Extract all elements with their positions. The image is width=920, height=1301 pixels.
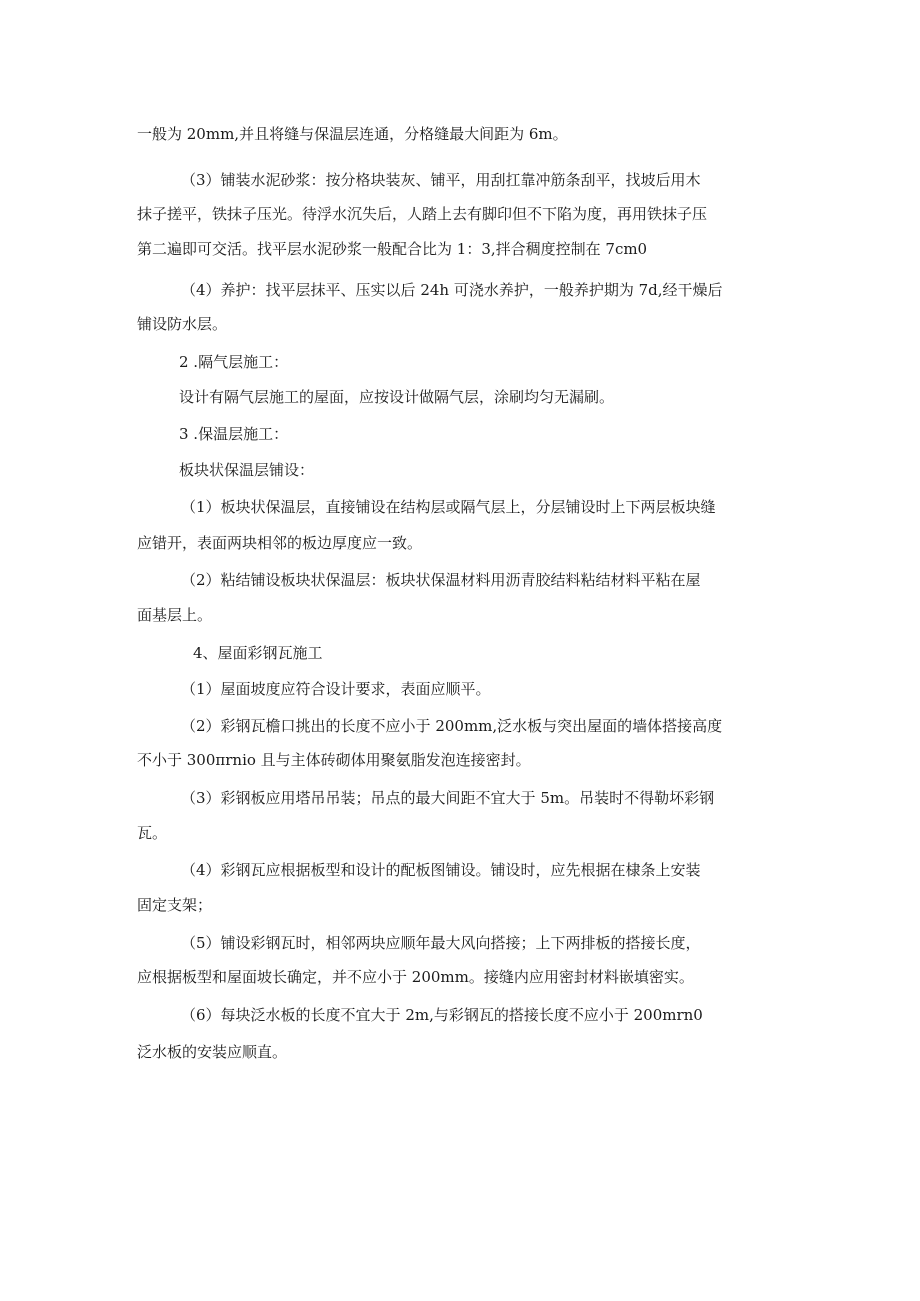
paragraph-line: （3）彩钢板应用塔吊吊装；吊点的最大间距不宜大于 5m。吊装时不得勒坏彩钢 (181, 789, 715, 807)
paragraph-line: 抹子搓平，铁抹子压光。待浮水沉失后，人踏上去有脚印但不下陷为度，再用铁抹子压 (137, 205, 708, 223)
paragraph-line: （4）彩钢瓦应根据板型和设计的配板图铺设。铺设时，应先根据在棣条上安装 (181, 861, 701, 879)
paragraph-line: （3）铺装水泥砂浆：按分格块装灰、铺平，用刮扛靠冲筋条刮平，找坡后用木 (181, 171, 701, 189)
paragraph-line: （2）粘结铺设板块状保温层：板块状保温材料用沥青胶结料粘结材料平粘在屋 (181, 571, 701, 589)
section-heading: 4、屋面彩钢瓦施工 (193, 644, 323, 662)
paragraph-line: （1）屋面坡度应符合设计要求，表面应顺平。 (181, 680, 491, 698)
paragraph-line: （1）板块状保温层，直接铺设在结构层或隔气层上，分层铺设时上下两层板块缝 (181, 498, 716, 516)
paragraph-line: 面基层上。 (137, 606, 213, 624)
paragraph-line: （6）每块泛水板的长度不宜大于 2m,与彩钢瓦的搭接长度不应小于 200mrn0 (181, 1006, 703, 1024)
paragraph-line: 应错开，表面两块相邻的板边厚度应一致。 (137, 534, 423, 552)
section-heading: 3 .保温层施工： (179, 425, 289, 443)
paragraph-line: 固定支架； (137, 896, 213, 914)
paragraph-line: 泛水板的安装应顺直。 (137, 1043, 288, 1061)
paragraph-line: 不小于 300πrnio 且与主体砖砌体用聚氨脂发泡连接密封。 (137, 751, 531, 769)
paragraph-line: （4）养护：找平层抹平、压实以后 24h 可浇水养护，一般养护期为 7d,经干燥后 (181, 281, 723, 299)
paragraph-line: 一般为 20mm,并且将缝与保温层连通，分格缝最大间距为 6m。 (137, 125, 568, 143)
paragraph-line: 板块状保温层铺设： (179, 461, 315, 479)
paragraph-line: 铺设防水层。 (137, 315, 228, 333)
paragraph-line: 设计有隔气层施工的屋面，应按设计做隔气层，涂刷均匀无漏刷。 (179, 388, 615, 406)
paragraph-line: （2）彩钢瓦檐口挑出的长度不应小于 200mm,泛水板与突出屋面的墙体搭接高度 (181, 717, 723, 735)
paragraph-line: （5）铺设彩钢瓦时，相邻两块应顺年最大风向搭接；上下两排板的搭接长度， (181, 934, 701, 952)
paragraph-line: 应根据板型和屋面坡长确定，并不应小于 200mm。接缝内应用密封材料嵌填密实。 (137, 968, 694, 986)
section-heading: 2 .隔气层施工： (179, 353, 289, 371)
paragraph-line: 瓦。 (137, 824, 168, 842)
paragraph-line: 第二遍即可交活。找平层水泥砂浆一般配合比为 1：3,拌合稠度控制在 7cm0 (137, 240, 648, 258)
